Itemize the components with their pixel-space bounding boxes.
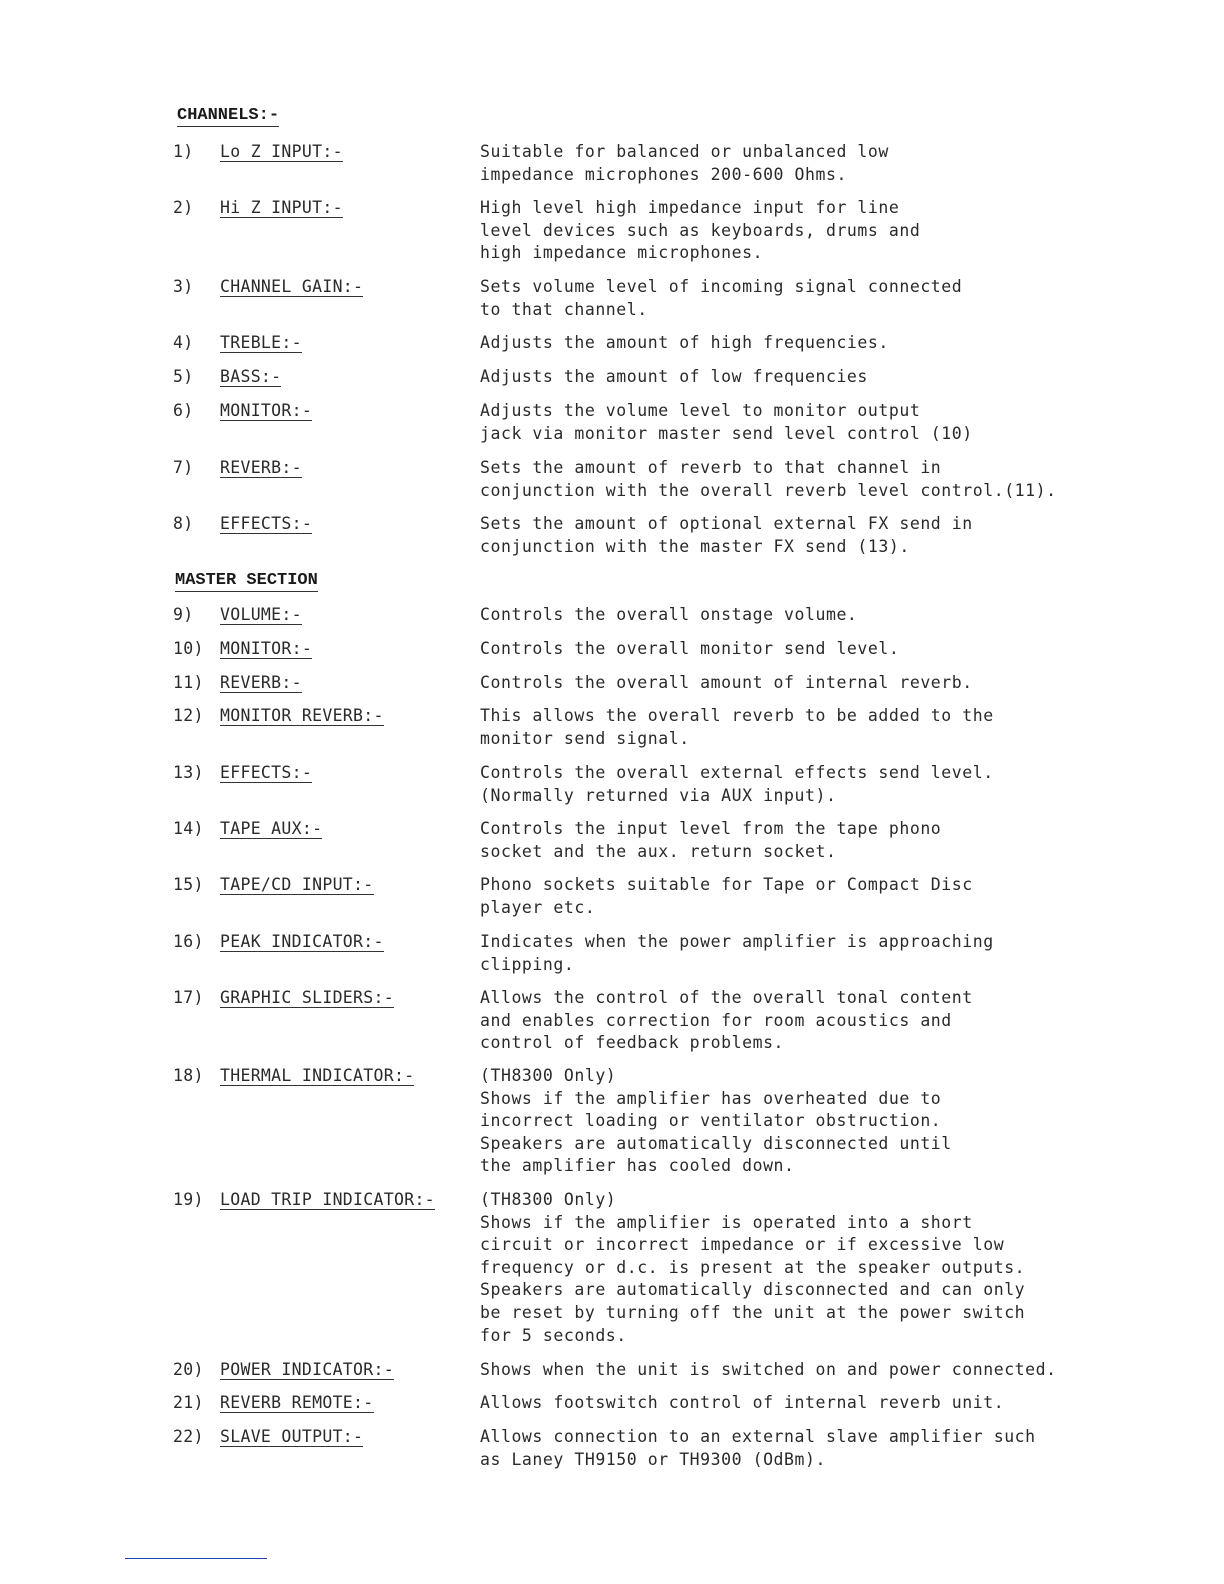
- item-label: MONITOR:-: [220, 639, 313, 658]
- item-number: 10): [173, 639, 204, 658]
- item-number: 16): [173, 932, 204, 951]
- item-description: Allows footswitch control of internal reverb unit.: [480, 1393, 1005, 1412]
- item-description: (TH8300 Only) Shows if the amplifier is operated into a short circuit or incorrect impedance or if excessive low frequency or d.c. is present at the speaker outputs. Speakers are automatically disconnected and can only be reset by turning off the unit at the power switch for 5 seconds.: [480, 1190, 1026, 1345]
- item-label: BASS:-: [220, 367, 282, 386]
- item-description: Indicates when the power amplifier is approaching clipping.: [480, 932, 994, 974]
- item-number: 7): [173, 458, 194, 477]
- item-label: Lo Z INPUT:-: [220, 142, 343, 161]
- item-label: EFFECTS:-: [220, 514, 313, 533]
- item-number: 1): [173, 142, 194, 161]
- item-number: 19): [173, 1190, 204, 1209]
- item-description: High level high impedance input for line level devices such as keyboards, drums and high impedance microphones.: [480, 198, 921, 263]
- item-number: 20): [173, 1360, 204, 1379]
- item-label: TAPE AUX:-: [220, 819, 323, 838]
- item-description: Controls the overall external effects send level. (Normally returned via AUX input).: [480, 763, 994, 805]
- item-number: 21): [173, 1393, 204, 1412]
- item-number: 8): [173, 514, 194, 533]
- item-number: 9): [173, 605, 194, 624]
- item-description: Suitable for balanced or unbalanced low impedance microphones 200-600 Ohms.: [480, 142, 889, 184]
- item-label: REVERB:-: [220, 673, 302, 692]
- item-number: 13): [173, 763, 204, 782]
- item-number: 12): [173, 706, 204, 725]
- footer-divider: [125, 1558, 267, 1559]
- item-label: CHANNEL GAIN:-: [220, 277, 364, 296]
- item-number: 15): [173, 875, 204, 894]
- item-label: LOAD TRIP INDICATOR:-: [220, 1190, 435, 1209]
- item-label: EFFECTS:-: [220, 763, 313, 782]
- item-number: 11): [173, 673, 204, 692]
- item-number: 17): [173, 988, 204, 1007]
- master-section-heading: MASTER SECTION: [175, 571, 318, 590]
- item-description: Sets the amount of reverb to that channel in conjunction with the overall reverb level control.(11).: [480, 458, 1057, 500]
- channels-heading: CHANNELS:-: [177, 106, 280, 125]
- item-label: THERMAL INDICATOR:-: [220, 1066, 415, 1085]
- item-label: REVERB:-: [220, 458, 302, 477]
- item-label: SLAVE OUTPUT:-: [220, 1427, 364, 1446]
- item-description: Controls the input level from the tape phono socket and the aux. return socket.: [480, 819, 942, 861]
- item-description: Adjusts the amount of high frequencies.: [480, 333, 889, 352]
- item-label: TREBLE:-: [220, 333, 302, 352]
- item-label: MONITOR:-: [220, 401, 313, 420]
- item-number: 6): [173, 401, 194, 420]
- item-number: 22): [173, 1427, 204, 1446]
- item-number: 3): [173, 277, 194, 296]
- item-description: Controls the overall monitor send level.: [480, 639, 900, 658]
- item-description: Adjusts the amount of low frequencies: [480, 367, 868, 386]
- item-description: Adjusts the volume level to monitor output jack via monitor master send level control (10): [480, 401, 973, 443]
- item-description: Controls the overall amount of internal reverb.: [480, 673, 973, 692]
- item-description: Sets the amount of optional external FX send in conjunction with the master FX send (13).: [480, 514, 973, 556]
- item-number: 2): [173, 198, 194, 217]
- item-label: VOLUME:-: [220, 605, 302, 624]
- item-description: Allows the control of the overall tonal content and enables correction for room acoustics and control of feedback problems.: [480, 988, 973, 1053]
- item-label: POWER INDICATOR:-: [220, 1360, 394, 1379]
- item-label: MONITOR REVERB:-: [220, 706, 384, 725]
- item-description: (TH8300 Only) Shows if the amplifier has overheated due to incorrect loading or ventilator obstruction. Speakers are automatically disconnected until the amplifier has cooled down.: [480, 1066, 952, 1176]
- item-number: 14): [173, 819, 204, 838]
- item-number: 5): [173, 367, 194, 386]
- item-description: Allows connection to an external slave amplifier such as Laney TH9150 or TH9300 (OdBm).: [480, 1427, 1036, 1469]
- item-description: Shows when the unit is switched on and power connected.: [480, 1360, 1057, 1379]
- item-description: Controls the overall onstage volume.: [480, 605, 858, 624]
- item-description: Phono sockets suitable for Tape or Compact Disc player etc.: [480, 875, 973, 917]
- item-description: This allows the overall reverb to be added to the monitor send signal.: [480, 706, 994, 748]
- item-number: 4): [173, 333, 194, 352]
- item-number: 18): [173, 1066, 204, 1085]
- item-label: GRAPHIC SLIDERS:-: [220, 988, 394, 1007]
- item-label: Hi Z INPUT:-: [220, 198, 343, 217]
- item-label: TAPE/CD INPUT:-: [220, 875, 374, 894]
- item-description: Sets volume level of incoming signal connected to that channel.: [480, 277, 963, 319]
- item-label: REVERB REMOTE:-: [220, 1393, 374, 1412]
- item-label: PEAK INDICATOR:-: [220, 932, 384, 951]
